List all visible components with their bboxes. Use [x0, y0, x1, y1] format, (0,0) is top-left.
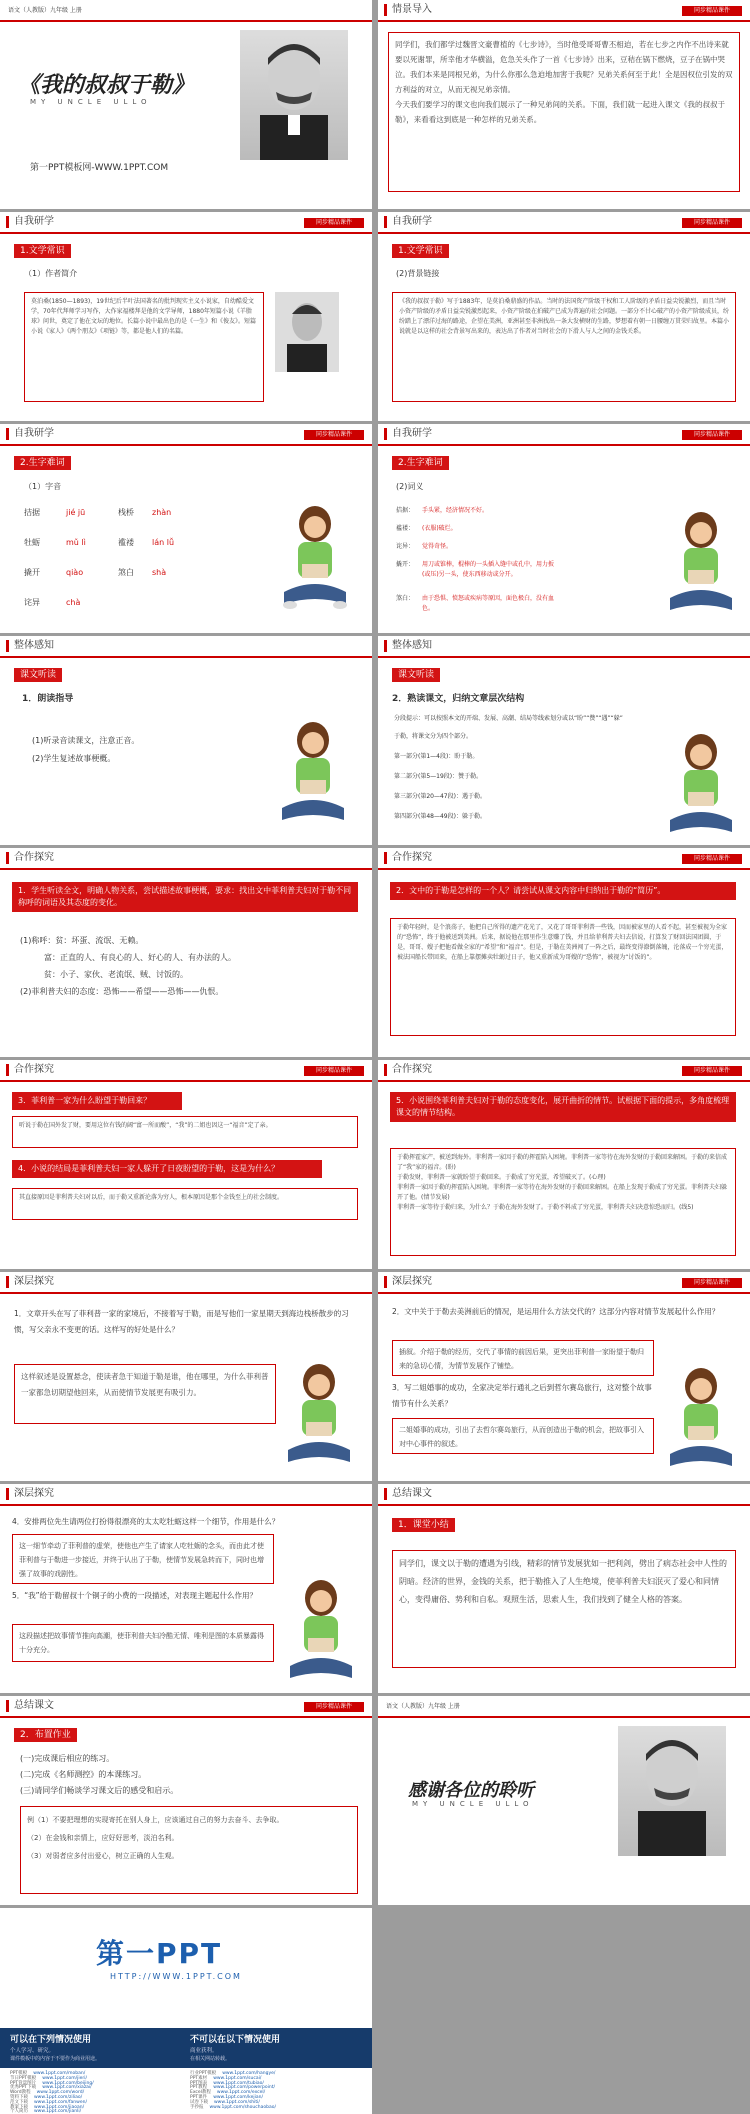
divider [0, 20, 372, 22]
brand-badge: 同步精品课件 [682, 1066, 742, 1076]
site-logo: 第一PPT [96, 1937, 223, 1970]
link-label: PPT模板 [10, 2071, 28, 2076]
author-portrait [618, 1726, 726, 1856]
answer-2: 插叙。介绍于勒的经历，交代了事情的前因后果，更突出菲利普一家盼望于勒归来的急切心情，为情节发展作了铺垫。 [392, 1340, 654, 1376]
link-url[interactable]: www.1ppt.com/tubiao/ [213, 2080, 264, 2086]
link-label: 范文下载 [10, 2099, 28, 2105]
can-use-note: 课件模板中的内容于不要作为商业用途。 [10, 2056, 101, 2062]
vocab-term: 诧异： [396, 543, 415, 550]
answer-4: 这一细节牵动了菲利普的虚荣，使他也产生了请家人吃牡蛎的念头，而由此才使菲利普与于勒进一步接近，并终于认出了于勒，使情节发展急转而下，同时也增强了故事的戏剧性。 [12, 1534, 274, 1584]
slide-coop-4 [378, 1060, 750, 1269]
intro-text-2: 今天我们要学习的课文也向我们展示了一种兄弟间的关系。下面，我们就一起进入课文《我的叔叔于勒》，来看看这到底是一种怎样的兄弟关系。 [395, 100, 725, 124]
cannot-use-note: 在相关网站转载。 [190, 2056, 231, 2062]
slide-background [378, 212, 750, 421]
sub-heading: (2)词义 [396, 482, 424, 491]
thanks-title: 感谢各位的聆听 [408, 1780, 534, 1801]
hint-line-1: 分段提示：可以按照本文的开端、发展、高潮、结局等线索划分或以“盼”“赞”“遇”“躲” [394, 715, 623, 722]
brand-badge: 同步精品课件 [304, 430, 364, 440]
pinyin: lán lǚ [152, 538, 175, 547]
section-label: 2．布置作业 [14, 1728, 77, 1742]
slide-copyright [0, 1908, 372, 2114]
link-url[interactable]: www.1ppt.com/word/ [36, 2090, 85, 2096]
background-box: 《我的叔叔于勒》写于1883年，是莫泊桑鼎盛的作品。当时的法国资产阶级干权和工人阶级的矛盾日益尖锐激烈，而且当时小资产阶级的矛盾日益尖锐激烈起来，小资产阶级在拍破产已成为普遍的社会问题。一部分不甘心破产的小资产阶级成员，纷纷踏上了漂洋过海的路途，企望在美洲，亚洲甚至非洲找出一条大发横财的生路，梦想着有朝一日腰缠万贯荣归故里。本篇小说就是以这样的社会背景写出来的，表达出了作者对当时社会的下滑人与人之间的金钱关系。 [392, 292, 736, 402]
link-list-right [190, 2072, 276, 2110]
link-label: Word教程 [10, 2090, 31, 2096]
link-label: 试卷下载 [190, 2099, 208, 2105]
slide-vocabulary [378, 424, 750, 633]
hint-line-2: 于勒，将课文分为四个部分。 [394, 733, 473, 740]
link-url[interactable]: www.1ppt.com/excel/ [216, 2090, 266, 2096]
reading-girl-image [664, 510, 738, 620]
slide-header [378, 1060, 750, 1082]
vocab-definition: 觉得奇怪。 [422, 543, 453, 550]
question-4: 4．安排两位先生请两位打扮得很漂亮的太太吃牡蛎这样一个细节，作用是什么？ [12, 1517, 280, 1526]
slide-summary [378, 1484, 750, 1693]
link-label: PPT课件 [190, 2094, 208, 2100]
slide-header [0, 212, 372, 234]
answer-box: 这样叙述是设置悬念，使读者急于知道于勒是谁，他在哪里，为什么菲利普一家都急切期望他回来，从而使情节发展更有吸引力。 [14, 1364, 276, 1424]
link-label: 节日PPT模板 [10, 2075, 37, 2081]
question-3: 3．菲利普一家为什么盼望于勒回来？ [12, 1092, 182, 1110]
section-title: 自我研学 [384, 216, 432, 228]
link-label: PPT图表 [190, 2080, 208, 2086]
slide-header [378, 424, 750, 446]
sub-heading: （1）作者简介 [24, 269, 78, 278]
link-url[interactable]: www.1ppt.com/ziliao/ [34, 2094, 83, 2100]
question-bar: 2．文中的于勒是怎样的一个人？请尝试从课文内容中归纳出于勒的“简历”。 [390, 882, 736, 900]
slide-header [0, 848, 372, 870]
answer-4: 其直接原因是菲利普夫妇对以后，而于勒又重新沦落为穷人，根本原因是那个金钱至上的社会制度。 [12, 1188, 358, 1220]
slide-header [378, 212, 750, 234]
resource-link[interactable] [190, 2106, 276, 2111]
course-label: 语文（人教版）九年级 上册 [8, 7, 82, 14]
part-1: 第一部分(第1—4段)：盼于勒。 [394, 753, 479, 760]
question-4: 4．小说的结局是菲利普夫妇一家人躲开了日夜盼望的于勒，这是为什么？ [12, 1160, 322, 1178]
slide-author [0, 212, 372, 421]
link-label: Excel教程 [190, 2090, 211, 2096]
word: 撬开 [24, 568, 40, 577]
cannot-use-sub: 商业获利。 [190, 2048, 218, 2054]
slide-deep-3 [0, 1484, 372, 1693]
link-url[interactable]: www.1ppt.com/shouchaobao/ [209, 2104, 276, 2110]
example-2: （2）在金钱和亲情上，应好好思考，淡泊名利。 [27, 1834, 179, 1842]
divider [378, 1716, 750, 1718]
author-portrait [240, 30, 348, 160]
can-use-title: 可以在下列情况使用 [10, 2035, 92, 2045]
reading-girl-image [664, 732, 738, 842]
word: 栈桥 [118, 508, 134, 517]
slide-header [0, 1060, 372, 1082]
plot-line-3: 菲利普一家因于勒的挥霍陷入困境。菲利普一家等待在海外发财的于勒回来解困。在船上发现于勒成了穷光蛋。菲利普夫妇躲开了他。(情节发展) [397, 1184, 728, 1201]
link-label: 个人简历 [10, 2109, 28, 2114]
summary-box: 同学们，课文以于勒的遭遇为引线，精彩的情节发展犹如一把利剑，劈出了病态社会中人性的阴暗。经济的世界，金钱的关系，把于勒推入了人生绝境，使菲利普夫妇泯灭了爱心和同情心，变得庸俗、势利和自私。观照生活，思索人生，我们找到了健全人格的答案。 [392, 1550, 736, 1668]
link-url[interactable]: www.1ppt.com/powerpoint/ [213, 2085, 276, 2091]
slide-header [0, 1696, 372, 1718]
section-label: 1.文学常识 [14, 244, 71, 258]
slide-header [0, 1272, 372, 1294]
slide-pronunciation [0, 424, 372, 633]
answer-3: 贫：小子、家伙、老流氓、贼、讨饭的。 [44, 970, 188, 979]
link-url[interactable]: www.1ppt.com/jieri/ [42, 2075, 88, 2081]
section-title: 自我研学 [6, 428, 54, 440]
slide-header [378, 1484, 750, 1506]
logo-area [0, 1908, 372, 2028]
link-url[interactable]: www.1ppt.com/beijing/ [42, 2080, 94, 2086]
slide-coop-1 [0, 848, 372, 1057]
answer-4: (2)菲利普夫妇的态度：恐怖——希望——恐怖——仇恨。 [20, 987, 224, 996]
intro-box [388, 32, 740, 192]
section-title: 深层探究 [384, 1276, 432, 1288]
brand-badge: 同步精品课件 [682, 6, 742, 16]
slide-header [378, 848, 750, 870]
section-title: 合作探究 [384, 852, 432, 864]
link-label: PPT素材 [190, 2075, 208, 2081]
slide-coop-2 [378, 848, 750, 1057]
section-title: 自我研学 [6, 216, 54, 228]
link-url[interactable]: www.1ppt.com/xiazai/ [42, 2085, 92, 2091]
link-url[interactable]: www.1ppt.com/jianli/ [34, 2109, 82, 2114]
slide-header [378, 1272, 750, 1294]
link-label: 资料下载 [10, 2094, 28, 2100]
part-2: 第二部分(第5—19段)：赞于勒。 [394, 773, 483, 780]
question-5: 5．“我”给于勒留叔十个铜子的小费的一段描述，对表现主题起什么作用？ [12, 1591, 258, 1600]
slide-deep-2 [378, 1272, 750, 1481]
homework-3: (三)请同学们畅谈学习课文后的感受和启示。 [20, 1786, 179, 1795]
plot-line-4: 菲利普一家等待于勒归来，为什么？于勒在海外发财了。于勒不料成了穷光蛋，菲利普夫妇决意惊恐而归。(线5) [397, 1204, 694, 1211]
cannot-use-title: 不可以在以下情况使用 [190, 2035, 281, 2045]
pinyin: mǔ lì [66, 538, 86, 547]
intro-text: 同学们，我们都学过魏晋文豪曹植的《七步诗》，当时他受哥哥曹丕相迫，若在七步之内作不出诗来就要以死谢罪，所幸他才华横溢，危急关头作了一首《七步诗》出来，豆秸在锅下燃烧，豆子在锅中哭泣。我们本来是同根兄弟，为什么你那么急迫地加害于我呢？兄弟关系何至于此！全是因权位引发的双方利益的对立，从而无视兄弟亲情。 [395, 40, 733, 94]
brand-badge: 同步精品课件 [304, 1702, 364, 1712]
link-label: 优秀PPT下载 [10, 2085, 37, 2091]
section-title: 总结课文 [6, 1700, 54, 1712]
page-title: 《我的叔叔于勒》 [18, 72, 195, 98]
link-url[interactable]: www.1ppt.com/shiti/ [214, 2099, 260, 2105]
section-title: 自我研学 [384, 428, 432, 440]
vocab-definition: 用刀或锥棒，棍棒的一头插入缝中或孔中，用力扳(或压)另一头，使东西移动或分开。 [422, 561, 555, 578]
vocab-definition: 由于恐惧、愤怒或疾病等原因，面色极白，没有血色。 [422, 595, 555, 612]
brand-badge: 同步精品课件 [682, 218, 742, 228]
link-label: 教案下载 [10, 2104, 28, 2110]
answer-box: 于勒年轻时，是个浪荡子，他把自己所得的遗产花光了，又花了哥哥菲利普一些钱，因而被家里的人看不起，甚至被视为全家的“恐怖”，终于他被送到美洲。后来，据说他在那里作生意赚了钱，并且给菲利普夫妇去信说，打算发了财回法国团圆，于是，哥哥、嫂子把他看做全家的“希望”和“福音”。但是，于勒在美洲闯了一阵之后，最终变得潦倒落魄，沦落成一个穷光蛋，被法国船长带回来，在船上靠摆摊卖牡蛎过日子，他又重新成为哥嫂的“恐怖”，被视为“讨饭的”。 [390, 918, 736, 1036]
question-bar: 1．学生听读全文，明确人物关系，尝试描述故事梗概，要求：找出文中菲利普夫妇对于勒不同称呼的词语及其态度的变化。 [12, 882, 358, 912]
section-title: 合作探究 [6, 1064, 54, 1076]
vocab-term: 撬开： [396, 561, 415, 568]
template-credit: 第一PPT模板网-WWW.1PPT.COM [30, 163, 169, 173]
subtitle: MY UNCLE ULLO [412, 1800, 534, 1808]
part-4: 第四部分(第48—49段)：躲于勒。 [394, 813, 486, 820]
guide-item-2: (2)学生复述故事梗概。 [32, 754, 116, 763]
section-label: 2.生字难词 [392, 456, 449, 470]
brand-badge: 同步精品课件 [304, 218, 364, 228]
plot-box [390, 1148, 736, 1256]
question-text: 1．文章开头在写了菲利普一家的家境后，不接着写于勒，而是写他们一家星期天到海边栈桥散步的习惯，写父亲永不变更的话。这样写的好处是什么？ [14, 1309, 349, 1334]
plot-line-1: 于勒挥霍家产，被送到海外。菲利普一家因于勒的挥霍陷入困境。菲利普一家等待在海外发财的于勒回来解困。于勒的来信成了“我”家的福音。(盼) [397, 1154, 728, 1171]
word: 拮据 [24, 508, 40, 517]
answer-3: 二姐婚事的成功，引出了去哲尔赛岛旅行，从而创造出于勒的机会，把故事引入对中心事件的叙述。 [392, 1418, 654, 1454]
answer-2: 富：正直的人、有良心的人、好心的人、有办法的人。 [44, 953, 236, 962]
word: 牡蛎 [24, 538, 40, 547]
word: 诧异 [24, 598, 40, 607]
section-title: 整体感知 [384, 640, 432, 652]
pinyin: jié jū [66, 508, 86, 517]
section-title: 深层探究 [6, 1276, 54, 1288]
section-label: 课文听读 [14, 668, 62, 682]
section-label: 1．课堂小结 [392, 1518, 455, 1532]
subtitle: MY UNCLE ULLO [30, 98, 152, 106]
link-label: PPT教程 [190, 2085, 208, 2091]
link-url[interactable]: www.1ppt.com/sucai/ [213, 2075, 262, 2081]
brand-badge: 同步精品课件 [682, 1278, 742, 1288]
slide-header [0, 636, 372, 658]
question-3: 3．写二姐婚事的成功，全家决定举行通礼之后到哲尔赛岛旅行，这对整个故事情节有什么关系？ [392, 1383, 652, 1408]
vocab-term: 煞白： [396, 595, 415, 602]
section-label: 课文听读 [392, 668, 440, 682]
section-title: 深层探究 [6, 1488, 54, 1500]
reading-girl-image [276, 720, 350, 830]
usage-banner [0, 2028, 372, 2068]
brand-badge: 同步精品课件 [304, 1066, 364, 1076]
slide-header [378, 0, 750, 22]
author-photo [275, 292, 339, 372]
answer-1: (1)称呼：贫：坏蛋、流氓、无赖。 [20, 936, 144, 945]
link-label: PPT背景图片 [10, 2080, 37, 2086]
section-label: 1.文学常识 [392, 244, 449, 258]
section-title: 情景导入 [384, 4, 432, 16]
guide-item-1: (1)听录音读课文，注意正音。 [32, 736, 140, 745]
sub-heading: 2．熟读课文，归纳文章层次结构 [392, 694, 525, 704]
vocab-definition: 手头紧，经济情况不好。 [422, 507, 489, 514]
plot-line-2: 于勒发财，菲利普一家就盼望于勒回来。于勒成了穷光蛋，希望破灭了。(心理) [397, 1174, 606, 1181]
reading-girl-image [664, 1366, 738, 1476]
example-1: 例（1）不要把理想的实现寄托在别人身上，应该通过自己的努力去奋斗、去争取。 [27, 1816, 284, 1824]
reading-girl-image [278, 504, 352, 614]
can-use-sub: 个人学习、研究。 [10, 2048, 55, 2054]
brand-badge: 同步精品课件 [682, 854, 742, 864]
pinyin: chà [66, 598, 81, 607]
answer-5: 这段描述把故事情节推向高潮，使菲利普夫妇冷酷无情、唯利是图的本质暴露得十分充分。 [12, 1624, 274, 1662]
word: 褴褛 [118, 538, 134, 547]
pinyin: qiào [66, 568, 84, 577]
slide-title [0, 0, 372, 209]
link-label: 行业PPT模板 [190, 2071, 217, 2076]
slide-deep-1 [0, 1272, 372, 1481]
course-label: 语文（人教版）九年级 上册 [386, 1703, 460, 1710]
slide-structure [378, 636, 750, 845]
section-title: 合作探究 [6, 852, 54, 864]
link-list-left [10, 2072, 94, 2114]
slide-coop-3 [0, 1060, 372, 1269]
word: 煞白 [118, 568, 134, 577]
answer-3: 听说于勒在国外发了财，要用这位有钱的阔“富一所而酸”，“我”的二姐也因这一“福音”定了亲。 [12, 1116, 358, 1148]
question-2: 2．文中关于于勒去美洲前后的情况，是运用什么方法交代的？这部分内容对情节发展起什么作用？ [392, 1307, 720, 1316]
link-url[interactable]: www.1ppt.com/hangye/ [222, 2071, 276, 2076]
example-box [20, 1806, 358, 1894]
slide-header [0, 424, 372, 446]
bio-box: 莫泊桑(1850—1893)，19世纪后半叶法国著名的批判现实主义小说家，自幼酷爱文学，70年代拜师学习写作，大作家福楼拜是他的文学导师，1880年短篇小说《羊脂球》问世，奠定了他在文坛的地位。长篇小说中最出色的是《一生》和《俊友》。短篇小说《家人》《两个朋友》《项链》等，都是他人们的名篇。 [24, 292, 264, 402]
vocab-term: 拮据： [396, 507, 415, 514]
link-url[interactable]: www.1ppt.com/fanwen/ [34, 2099, 87, 2105]
link-label: 手抄报 [190, 2104, 204, 2110]
site-url: HTTP://WWW.1PPT.COM [110, 1972, 242, 1981]
slide-homework [0, 1696, 372, 1905]
homework-2: (二)完成《名师测控》的本课练习。 [20, 1770, 147, 1779]
slide-intro [378, 0, 750, 209]
example-3: （3）对弱者应多付出爱心，树立正确的人生观。 [27, 1852, 179, 1860]
vocab-definition: (衣服)破烂。 [422, 525, 457, 532]
sub-heading: (2)背景链接 [396, 269, 440, 278]
reading-girl-image [284, 1578, 358, 1688]
link-url[interactable]: www.1ppt.com/kejian/ [213, 2094, 263, 2100]
sub-heading: 1．朗读指导 [22, 694, 74, 704]
slide-thanks [378, 1696, 750, 1905]
section-title: 合作探究 [384, 1064, 432, 1076]
section-title: 整体感知 [6, 640, 54, 652]
section-label: 2.生字难词 [14, 456, 71, 470]
slide-header [378, 636, 750, 658]
resource-link[interactable] [10, 2110, 94, 2114]
pinyin: zhàn [152, 508, 172, 517]
section-title: 总结课文 [384, 1488, 432, 1500]
sub-heading: （1）字音 [24, 482, 62, 491]
part-3: 第三部分(第20—47段)：遇于勒。 [394, 793, 486, 800]
link-url[interactable]: www.1ppt.com/jiaoan/ [34, 2104, 85, 2110]
vocab-term: 褴褛： [396, 525, 415, 532]
pinyin: shà [152, 568, 167, 577]
homework-1: (一)完成课后相应的练习。 [20, 1754, 115, 1763]
slide-reading-guide [0, 636, 372, 845]
link-url[interactable]: www.1ppt.com/moban/ [33, 2071, 86, 2076]
slide-header [0, 1484, 372, 1506]
reading-girl-image [282, 1362, 356, 1472]
brand-badge: 同步精品课件 [682, 430, 742, 440]
question-bar: 5．小说围绕菲利普夫妇对于勒的态度变化，展开曲折的情节。试根据下面的提示，多角度梳理课文的情节结构。 [390, 1092, 736, 1122]
